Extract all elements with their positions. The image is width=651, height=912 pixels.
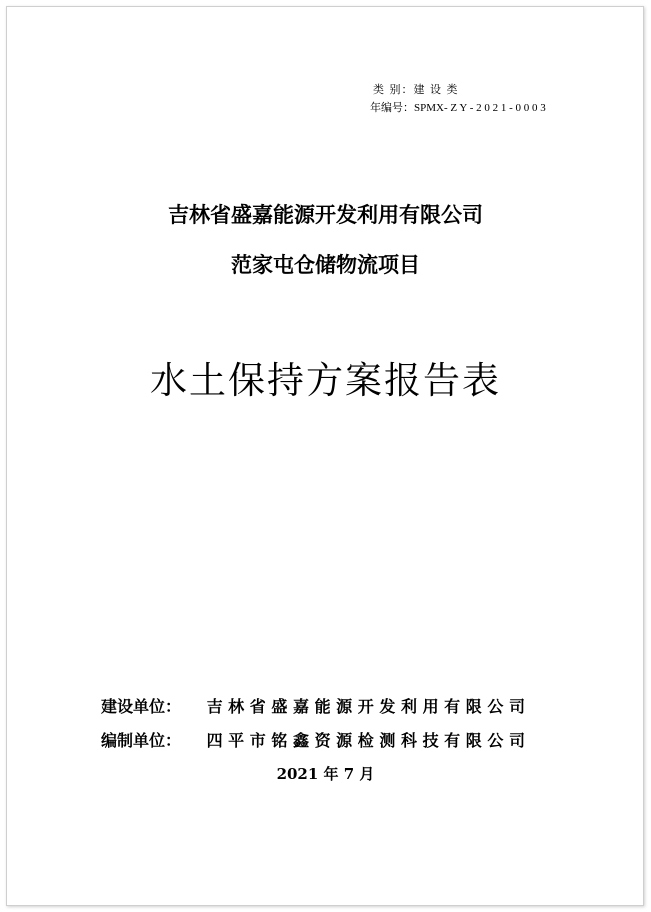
project-title: 范家屯仓储物流项目: [231, 252, 420, 277]
report-date: 2021 年 7 月: [276, 765, 375, 783]
compiler-value: 四平市铭鑫资源检测科技有限公司: [206, 731, 531, 750]
report-title: 水土保持方案报告表: [150, 359, 501, 402]
compiler-label: 编制单位：: [101, 731, 182, 750]
company-title: 吉林省盛嘉能源开发利用有限公司: [168, 202, 483, 227]
category-line: 类 别：建 设 类: [373, 83, 459, 96]
compiler-row: [101, 728, 531, 751]
builder-row: [101, 694, 531, 717]
document-number: 年编号：SPMX- Z Y - 2 0 2 1 - 0 0 0 3: [370, 102, 546, 114]
builder-value: 吉林省盛嘉能源开发利用有限公司: [206, 697, 531, 716]
builder-label: 建设单位：: [101, 697, 182, 716]
